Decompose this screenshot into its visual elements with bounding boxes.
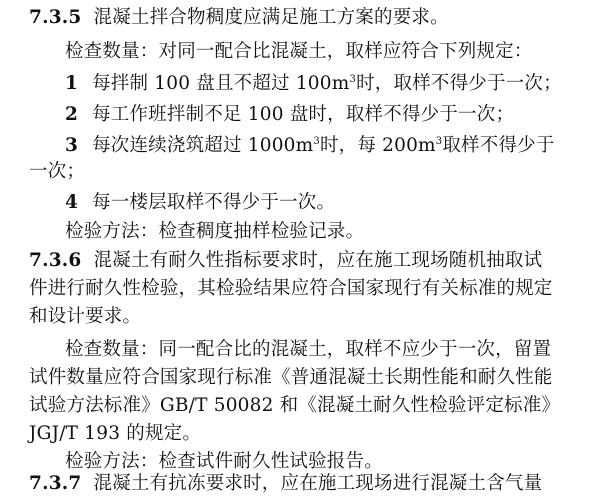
item-text: 每次连续浇筑超过 1000m (92, 135, 314, 156)
item-text: 时，取样不得少于一次； (356, 73, 562, 94)
clause-title: 混凝土拌合物稠度应满足施工方案的要求。 (93, 7, 449, 28)
list-item (65, 132, 555, 160)
clause-title: 混凝土有抗冻要求时，应在施工现场进行混凝土含气量 (93, 473, 543, 494)
item-number: 2 (65, 104, 79, 125)
clause-7-3-7-heading (29, 470, 542, 498)
clause-text-line: 和设计要求。 (29, 306, 142, 327)
inspection-method: 检验方法：检查稠度抽样检验记录。 (65, 221, 365, 242)
check-quantity-line: 检查数量：同一配合比的混凝土，取样不应少于一次，留置 (65, 339, 552, 360)
clause-text-line: 件进行耐久性检验，其检验结果应符合国家现行有关标准的规定 (29, 278, 553, 299)
check-quantity-line: JGJ/T 193 的规定。 (29, 423, 202, 444)
inspection-method: 检验方法：检查试件耐久性试验报告。 (65, 451, 383, 472)
list-item (65, 101, 514, 129)
item-number: 1 (65, 73, 79, 94)
clause-number: 7.3.6 (29, 250, 82, 271)
clause-7-3-5-heading (29, 4, 449, 32)
list-item (65, 70, 562, 98)
item-text: 时，每 200m (319, 135, 436, 156)
item-text: 每拌制 100 盘且不超过 100m (92, 73, 350, 94)
item-number: 3 (65, 135, 79, 156)
list-item (65, 189, 335, 217)
clause-number: 7.3.7 (29, 473, 82, 494)
item-text: 每工作班拌制不足 100 盘时，取样不得少于一次； (92, 104, 515, 125)
superscript: 3 (435, 136, 443, 147)
clause-number: 7.3.5 (29, 7, 82, 28)
list-item-continuation: 一次； (29, 161, 86, 182)
superscript: 3 (313, 136, 320, 147)
item-number: 4 (65, 192, 79, 213)
check-quantity-line: 试件数量应符合国家现行标准《普通混凝土长期性能和耐久性能 (29, 367, 553, 388)
item-text: 取样不得少于 (442, 135, 555, 156)
clause-text-line: 混凝土有耐久性指标要求时，应在施工现场随机抽取试 (93, 250, 543, 271)
superscript: 3 (349, 74, 357, 85)
check-quantity-line: 试验方法标准》GB/T 50082 和《混凝土耐久性检验评定标准》 (29, 395, 561, 416)
clause-7-3-6-heading (29, 247, 542, 275)
item-text: 每一楼层取样不得少于一次。 (92, 192, 336, 213)
check-quantity: 检查数量：对同一配合比混凝土，取样应符合下列规定： (65, 41, 533, 62)
